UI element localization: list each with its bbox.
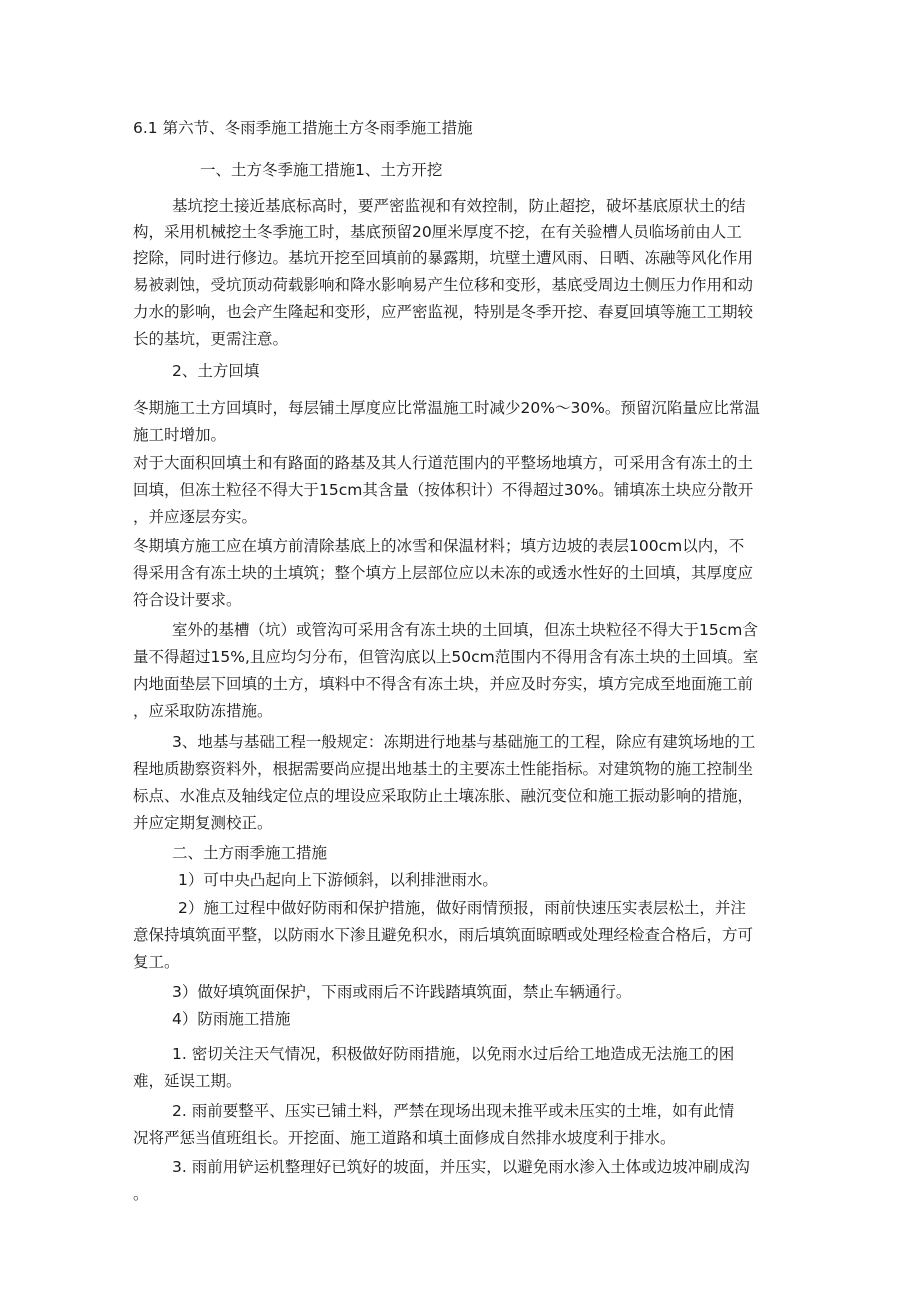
paragraph-line: 符合设计要求。 (133, 591, 242, 609)
list-item: 3）做好填筑面保护，下雨或雨后不许践踏填筑面，禁止车辆通行。 (172, 983, 632, 1001)
paragraph-line: 基坑挖土接近基底标高时，要严密监视和有效控制，防止超挖，破坏基底原状土的结 (172, 197, 746, 215)
paragraph-line: 得采用含有冻土块的土填筑；整个填方上层部位应以未冻的或透水性好的土回填，其厚度应 (133, 564, 754, 582)
backfill-title: 2、土方回填 (172, 362, 260, 380)
paragraph-line: 量不得超过15%,且应均匀分布，但管沟底以上50cm范围内不得用含有冻土块的土回填。室 (133, 648, 759, 666)
list-item: 2. 雨前要整平、压实已铺土料，严禁在现场出现未推平或未压实的土堆，如有此情 (172, 1102, 735, 1120)
list-item: 1. 密切关注天气情况，积极做好防雨措施，以免雨水过后给工地造成无法施工的困 (172, 1045, 735, 1063)
paragraph-line: 3、地基与基础工程一般规定：冻期进行地基与基础施工的工程，除应有建筑场地的工 (172, 733, 756, 751)
paragraph-line: 回填，但冻土粒径不得大于15cm其含量（按体积计）不得超过30%。铺填冻土块应分散开 (133, 481, 754, 499)
paragraph-line: 室外的基槽（坑）或管沟可采用含有冻土块的土回填，但冻土块粒径不得大于15cm含 (172, 621, 758, 639)
paragraph-line: 复工。 (133, 953, 180, 971)
paragraph-line: 力水的影响，也会产生隆起和变形，应严密监视，特别是冬季开挖、春夏回填等施工工期较 (133, 303, 754, 321)
paragraph-line: 内地面垫层下回填的土方，填料中不得含有冻土块，并应及时夯实，填方完成至地面施工前 (133, 675, 754, 693)
paragraph-line: 冬期填方施工应在填方前清除基底上的冰雪和保温材料；填方边坡的表层100cm以内，不 (133, 537, 745, 555)
list-item: 3. 雨前用铲运机整理好已筑好的坡面，并压实，以避免雨水渗入土体或边坡冲刷成沟 (172, 1158, 750, 1176)
paragraph-line: 况将严惩当值班组长。开挖面、施工道路和填土面修成自然排水坡度利于排水。 (133, 1129, 676, 1147)
paragraph-line: 对于大面积回填土和有路面的路基及其人行道范围内的平整场地填方，可采用含有冻土的土 (133, 454, 754, 472)
list-item: 1）可中央凸起向上下游倾斜，以利排泄雨水。 (178, 871, 498, 889)
paragraph-line: 意保持填筑面平整，以防雨水下渗且避免积水，雨后填筑面晾晒或处理经检查合格后，方可 (133, 926, 754, 944)
paragraph-line: 。 (133, 1185, 149, 1203)
winter-measures-title: 一、土方冬季施工措施1、土方开挖 (200, 161, 443, 179)
list-item: 4）防雨施工措施 (172, 1010, 291, 1028)
paragraph-line: 程地质勘察资料外，根据需要尚应提出地基土的主要冻土性能指标。对建筑物的施工控制坐 (133, 760, 754, 778)
paragraph-line: ，应采取防冻措施。 (133, 702, 273, 720)
section-heading: 6.1 第六节、冬雨季施工措施土方冬雨季施工措施 (133, 119, 473, 137)
paragraph-line: 施工时增加。 (133, 426, 227, 444)
paragraph-line: 并应定期复测校正。 (133, 814, 273, 832)
paragraph-line: 构，采用机械挖土冬季施工时，基底预留20厘米厚度不挖，在有关验槽人员临场前由人工 (133, 223, 742, 241)
paragraph-line: 标点、水准点及轴线定位点的埋设应采取防止土壤冻胀、融沉变位和施工振动影响的措施， (133, 787, 754, 805)
list-item: 2）施工过程中做好防雨和保护措施，做好雨情预报，雨前快速压实表层松土，并注 (178, 899, 746, 917)
paragraph-line: 冬期施工土方回填时，每层铺土厚度应比常温施工时减少20%～30%。预留沉陷量应比常温 (133, 399, 760, 417)
paragraph-line: ，并应逐层夯实。 (133, 508, 258, 526)
paragraph-line: 易被剥蚀，受坑顶动荷载影响和降水影响易产生位移和变形，基底受周边土侧压力作用和动 (133, 276, 754, 294)
paragraph-line: 长的基坑，更需注意。 (133, 330, 289, 348)
rain-measures-title: 二、土方雨季施工措施 (172, 844, 328, 862)
paragraph-line: 难，延误工期。 (133, 1072, 242, 1090)
paragraph-line: 挖除，同时进行修边。基坑开挖至回填前的暴露期，坑壁土遭风雨、日晒、冻融等风化作用 (133, 249, 754, 267)
